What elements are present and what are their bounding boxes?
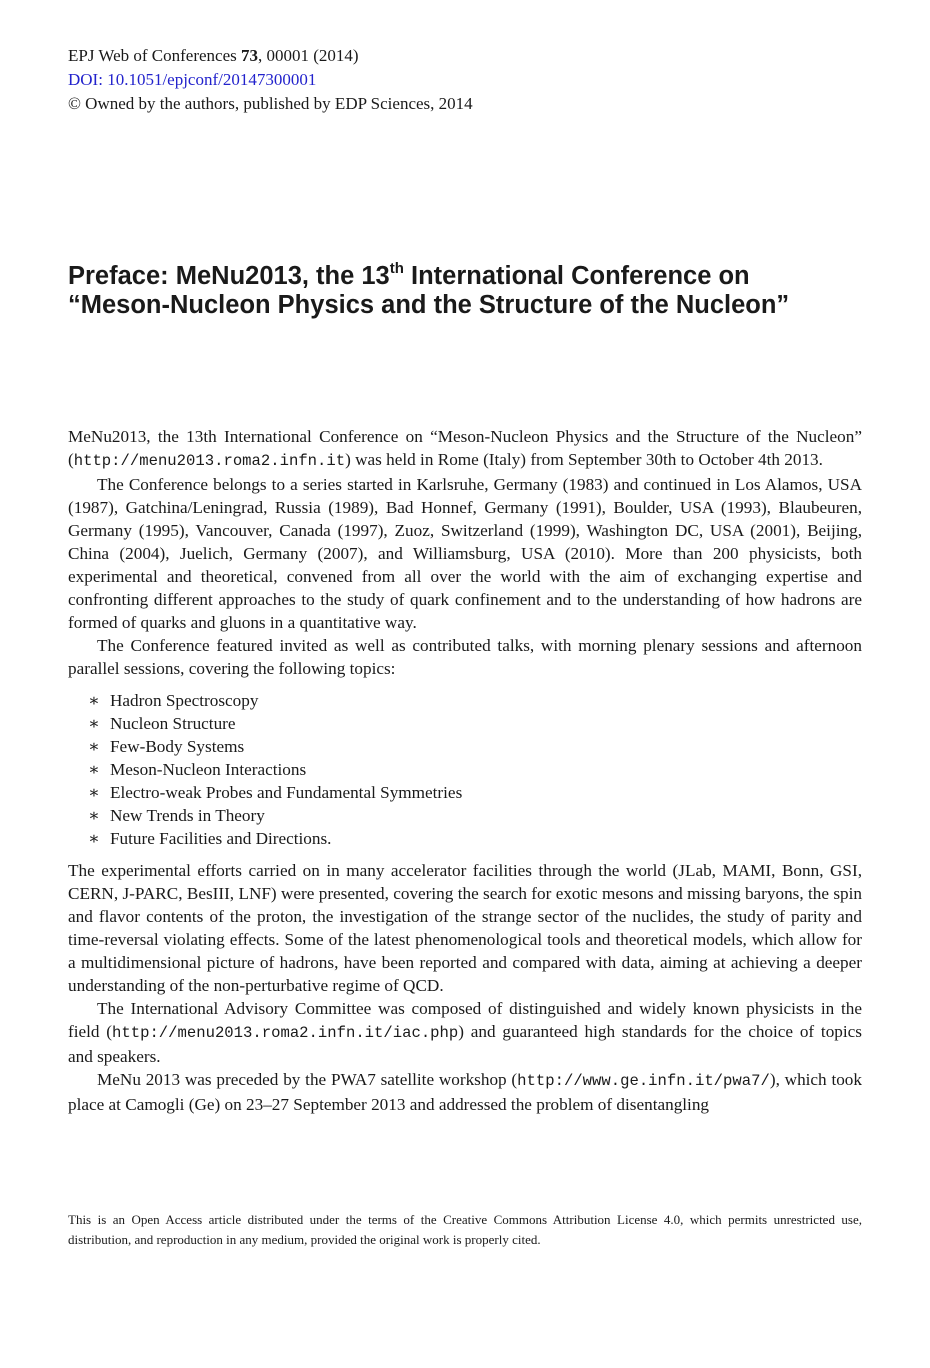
paragraph-3: The Conference featured invited as well as contributed talks, with morning plenary sessions and afternoon parallel sessions, covering the following topics: [68, 636, 862, 678]
bullet-icon: ∗ [88, 783, 100, 802]
list-item: ∗ New Trends in Theory [88, 806, 265, 825]
bullet-icon: ∗ [88, 691, 100, 710]
bullet-icon: ∗ [88, 829, 100, 848]
list-item: ∗ Nucleon Structure [88, 714, 236, 733]
title-line-2: “Meson-Nucleon Physics and the Structure of the Nucleon” [68, 291, 790, 319]
journal-volume: 73 [241, 46, 258, 65]
title-superscript: th [389, 260, 404, 277]
bullet-icon: ∗ [88, 760, 100, 779]
topics-list [68, 689, 862, 850]
paragraph-6: MeNu 2013 was preceded by the PWA7 satellite workshop (http://www.ge.infn.it/pwa7/), which took place at Camogli (Ge) on 23–27 September 2013 and addressed the problem of disentangling [68, 1070, 862, 1114]
bullet-icon: ∗ [88, 737, 100, 756]
list-item: ∗ Hadron Spectroscopy [88, 691, 259, 710]
paper-title [68, 262, 868, 320]
journal-name: EPJ Web of Conferences [68, 46, 241, 65]
paragraph-4: The experimental efforts carried on in many accelerator facilities through the world (JLab, MAMI, Bonn, GSI, CERN, J-PARC, BesIII, LNF) were presented, covering the search for exotic mesons and missing baryons, the spin and flavor contents of the proton, the investigation of the strange sector of the nuclides, the study of parity and time-reversal violating effects. Some of the latest phenomenological tools and theoretical models, which allow for a multidimensional picture of hadrons, have been reported and compared with data, aiming at achieving a deeper understanding of the non-perturbative regime of QCD. [68, 861, 862, 995]
bullet-icon: ∗ [88, 714, 100, 733]
bullet-icon: ∗ [88, 806, 100, 825]
journal-header [68, 44, 473, 116]
paragraph-5: The International Advisory Committee was composed of distinguished and widely known physicists in the field (http://menu2013.roma2.infn.it/iac.php) and guaranteed high standards for the choice of topics and speakers. [68, 999, 862, 1066]
paragraph-1: MeNu2013, the 13th International Conference on “Meson-Nucleon Physics and the Structure of the Nucleon” (http://menu2013.roma2.infn.it) was held in Rome (Italy) from September 30th to October 4th 2013. [68, 427, 862, 470]
journal-citation [68, 44, 473, 68]
title-line-1: Preface: MeNu2013, the 13th International Conference on [68, 260, 750, 290]
iac-url[interactable]: http://menu2013.roma2.infn.it/iac.php [112, 1024, 459, 1042]
article-info: , 00001 (2014) [258, 46, 359, 65]
list-item: ∗ Electro-weak Probes and Fundamental Symmetries [88, 783, 463, 802]
paragraph-2: The Conference belongs to a series started in Karlsruhe, Germany (1983) and continued in Los Alamos, USA (1987), Gatchina/Leningrad, Russia (1989), Bad Honnef, Germany (1991), Boulder, USA (1993), Blaubeuren, Germany (1995), Vancouver, Canada (1997), Zuoz, Switzerland (1999), Washington DC, USA (2001), Beijing, China (2004), Juelich, Germany (2007), and Williamsburg, USA (2010). More than 200 physicists, both experimental and theoretical, convened from all over the world with the aim of exchanging expertise and confronting different approaches to the study of quark confinement and to the understanding of how hadrons are formed of quarks and gluons in a quantitative way. [68, 475, 862, 632]
copyright-line: © Owned by the authors, published by EDP Sciences, 2014 [68, 94, 473, 113]
conference-url[interactable]: http://menu2013.roma2.infn.it [73, 452, 346, 470]
list-item: ∗ Future Facilities and Directions. [88, 829, 332, 848]
list-item: ∗ Few-Body Systems [88, 737, 245, 756]
pwa7-url[interactable]: http://www.ge.infn.it/pwa7/ [517, 1072, 770, 1090]
doi-link[interactable]: DOI: 10.1051/epjconf/20147300001 [68, 70, 317, 89]
license-footnote: This is an Open Access article distributed under the terms of the Creative Commons Attribution License 4.0, which permits unrestricted use, distribution, and reproduction in any medium, provided the original work is properly cited. [68, 1212, 862, 1247]
body-text [68, 425, 862, 1116]
list-item: ∗ Meson-Nucleon Interactions [88, 760, 307, 779]
